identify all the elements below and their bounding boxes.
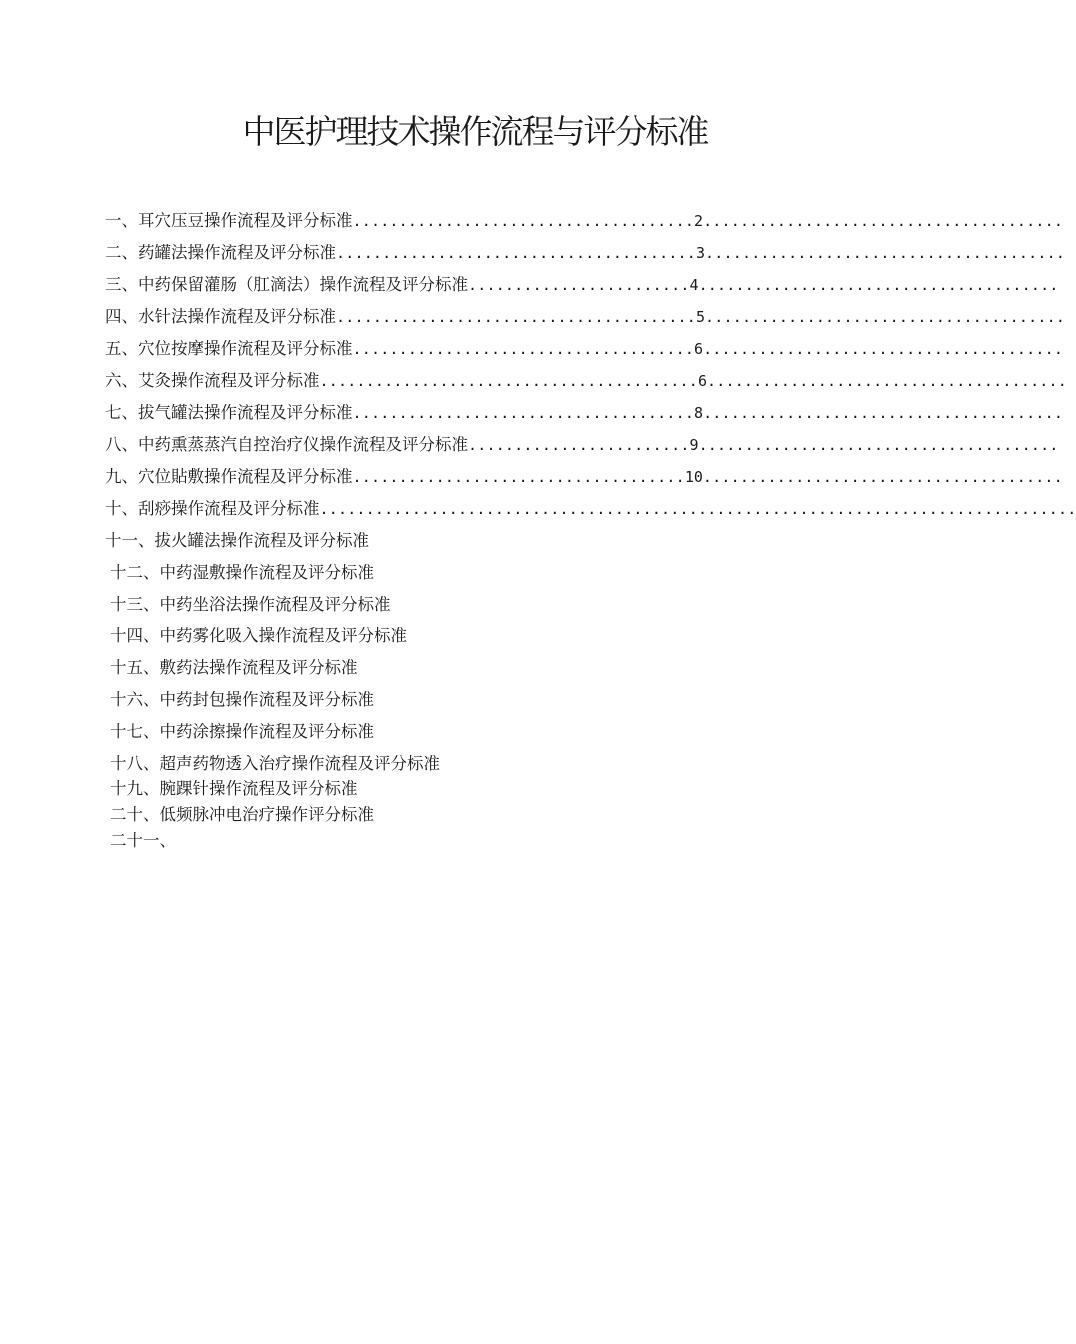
toc-page-number: 4 xyxy=(689,276,699,294)
toc-leader: ....................................... xyxy=(707,372,1067,390)
toc-leader: ....................................... xyxy=(703,212,1064,230)
toc-item[interactable] xyxy=(110,688,374,712)
toc-page-number: 5 xyxy=(696,308,706,326)
toc-item[interactable] xyxy=(105,497,1076,521)
toc-item[interactable] xyxy=(105,433,1059,457)
toc-leader: ..................................... xyxy=(354,308,697,326)
toc-item-label: 十四、中药雾化吸入操作流程及评分标准 xyxy=(110,626,407,645)
toc-leader: .. xyxy=(352,340,371,358)
toc-item[interactable] xyxy=(105,273,1059,297)
toc-item-label: 十三、中药坐浴法操作流程及评分标准 xyxy=(110,595,391,614)
toc-leader: ....................................... xyxy=(698,276,1059,294)
toc-item-label: 七、拔气罐法操作流程及评分标准 xyxy=(105,403,353,422)
toc-item-label: 五、穴位按摩操作流程及评分标准 xyxy=(105,339,353,358)
toc-item-label: 十七、中药涂擦操作流程及评分标准 xyxy=(110,722,374,741)
toc-leader: .. xyxy=(352,212,371,230)
toc-leader: ....................................... xyxy=(698,436,1059,454)
toc-page-number: 8 xyxy=(694,404,704,422)
toc-item[interactable] xyxy=(110,752,440,776)
page-title: 中医护理技术操作流程与评分标准 xyxy=(242,112,708,151)
toc-leader: ...................... xyxy=(486,436,690,454)
toc-item[interactable] xyxy=(105,369,1067,393)
toc-item[interactable] xyxy=(110,803,374,827)
toc-item[interactable] xyxy=(110,593,391,617)
toc-item-label: 二、药罐法操作流程及评分标准 xyxy=(105,243,336,262)
toc-item-label: 十一、拔火罐法操作流程及评分标准 xyxy=(105,531,369,550)
toc-item[interactable] xyxy=(105,529,369,553)
toc-leader: .. xyxy=(352,404,371,422)
toc-leader: ....................................... xyxy=(705,244,1066,262)
toc-leader: .. xyxy=(352,468,371,486)
toc-item-label: 六、艾灸操作流程及评分标准 xyxy=(105,371,320,390)
toc-leader: ....................................... xyxy=(337,372,698,390)
toc-item[interactable] xyxy=(105,465,1063,489)
toc-item[interactable] xyxy=(105,209,1064,233)
toc-page-number: 6 xyxy=(694,340,704,358)
toc-page-number: 6 xyxy=(697,372,707,390)
toc-item-label: 三、中药保留灌肠（肛滴法）操作流程及评分标准 xyxy=(105,275,468,294)
toc-leader: ....................................... xyxy=(337,500,698,518)
toc-item-label: 九、穴位貼敷操作流程及评分标准 xyxy=(105,467,353,486)
toc-item[interactable] xyxy=(110,656,358,680)
toc-item[interactable] xyxy=(110,829,176,853)
toc-leader: .. xyxy=(319,500,338,518)
toc-item-label: 四、水针法操作流程及评分标准 xyxy=(105,307,336,326)
toc-item-label: 二十、低频脉冲电治疗操作评分标准 xyxy=(110,805,374,824)
toc-leader: .. xyxy=(468,436,487,454)
toc-item[interactable] xyxy=(105,401,1064,425)
toc-leader: ...................... xyxy=(486,276,690,294)
toc-item[interactable] xyxy=(110,720,374,744)
toc-leader: .. xyxy=(319,372,338,390)
toc-leader: ..................................... xyxy=(354,244,697,262)
toc-item[interactable] xyxy=(105,241,1066,265)
toc-item[interactable] xyxy=(105,337,1064,361)
toc-leader: .. xyxy=(468,276,487,294)
toc-item-label: 二十一、 xyxy=(110,831,176,850)
toc-item[interactable] xyxy=(105,305,1066,329)
toc-page-number: 9 xyxy=(689,436,699,454)
toc-item[interactable] xyxy=(110,777,358,801)
toc-leader: ................................... xyxy=(370,340,695,358)
toc-item-label: 十六、中药封包操作流程及评分标准 xyxy=(110,690,374,709)
toc-leader: ......................................... xyxy=(697,500,1076,518)
toc-item-label: 十五、敷药法操作流程及评分标准 xyxy=(110,658,358,677)
toc-item-label: 十八、超声药物透入治疗操作流程及评分标准 xyxy=(110,754,440,773)
toc-leader: ................................... xyxy=(370,404,695,422)
toc-item[interactable] xyxy=(110,624,407,648)
toc-item-label: 十二、中药湿敷操作流程及评分标准 xyxy=(110,563,374,582)
toc-leader: .. xyxy=(336,244,355,262)
toc-item-label: 八、中药熏蒸蒸汽自控治疗仪操作流程及评分标准 xyxy=(105,435,468,454)
toc-leader: ....................................... xyxy=(703,340,1064,358)
toc-leader: ....................................... xyxy=(703,404,1064,422)
toc-item[interactable] xyxy=(110,561,374,585)
toc-leader: ....................................... xyxy=(705,308,1066,326)
toc-page-number: 10 xyxy=(684,468,703,486)
toc-item-label: 十、刮痧操作流程及评分标准 xyxy=(105,499,320,518)
toc-page-number: 3 xyxy=(696,244,706,262)
toc-page-number: 2 xyxy=(694,212,704,230)
toc-item-label: 十九、腕踝针操作流程及评分标准 xyxy=(110,779,358,798)
toc-leader: .................................. xyxy=(370,468,685,486)
toc-leader: ....................................... xyxy=(702,468,1063,486)
toc-leader: ................................... xyxy=(370,212,695,230)
toc-item-label: 一、耳穴压豆操作流程及评分标准 xyxy=(105,211,353,230)
toc-leader: .. xyxy=(336,308,355,326)
